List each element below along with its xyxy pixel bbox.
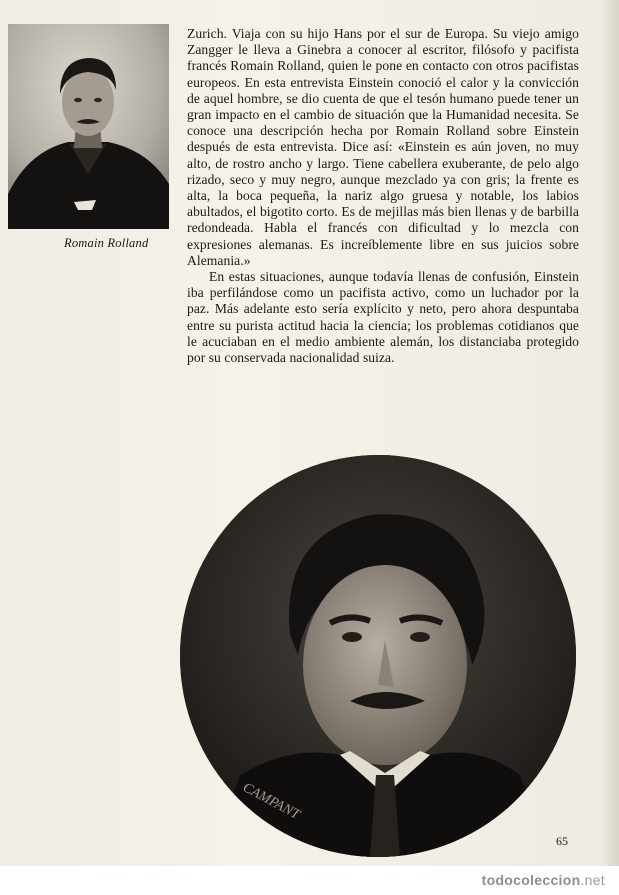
paragraph: Zurich. Viaja con su hijo Hans por el sur de Europa. Su viejo amigo Zangger le lleva a Ginebra a conocer al escritor, filósofo y pacifista francés Romain Rolland, quien le pone en contacto con otros pacifistas europeos. En esta entrevista Einstein conoció el calor y la convicción de aquel hombre, se dio cuenta de que el tesón humano puede tener un gran impacto en el cambio de situación que la Humanidad necesita. Se conoce una descripción hecha por Romain Rolland sobre Einstein después de esta entrevista. Dice así: «Einstein es aún joven, no muy alto, de rostro ancho y largo. Tiene cabellera exuberante, de pelo algo rizado, seco y muy negro, aunque mezclado ya con gris; la frente es alta, la boca pequeña, la nariz algo gruesa y notable, los labios abultados, el bigotito corto. Es de mejillas más bien llenas y de barbilla redondeada. Habla el francés con dificultad y lo mezcla con expresiones alemanas. Es increíblemente libre en sus juicios sobre Alemania.» (187, 26, 579, 268)
page-edge-shadow (601, 0, 619, 866)
photo-caption: Romain Rolland (64, 236, 149, 250)
romain-rolland-photo (8, 24, 169, 229)
photo-signature: CAMPANT (240, 780, 302, 823)
watermark (482, 872, 605, 888)
paragraph: En estas situaciones, aunque todavía llenas de confusión, Einstein iba perfilándose como un pacifista activo, como un luchador por la paz. Más adelante esto sería explícito y neto, pero ahora despuntaba entre su purista actitud hacia la ciencia; los problemas cotidianos que le acuciaban en el medio ambiente alemán, los distanciaba protegido por su conservada nacionalidad suiza. (187, 269, 579, 366)
watermark-suffix: .net (580, 872, 605, 888)
body-text (187, 26, 579, 366)
page-number: 65 (556, 834, 568, 848)
watermark-brand: todocoleccion (481, 872, 581, 888)
einstein-photo (180, 455, 576, 857)
